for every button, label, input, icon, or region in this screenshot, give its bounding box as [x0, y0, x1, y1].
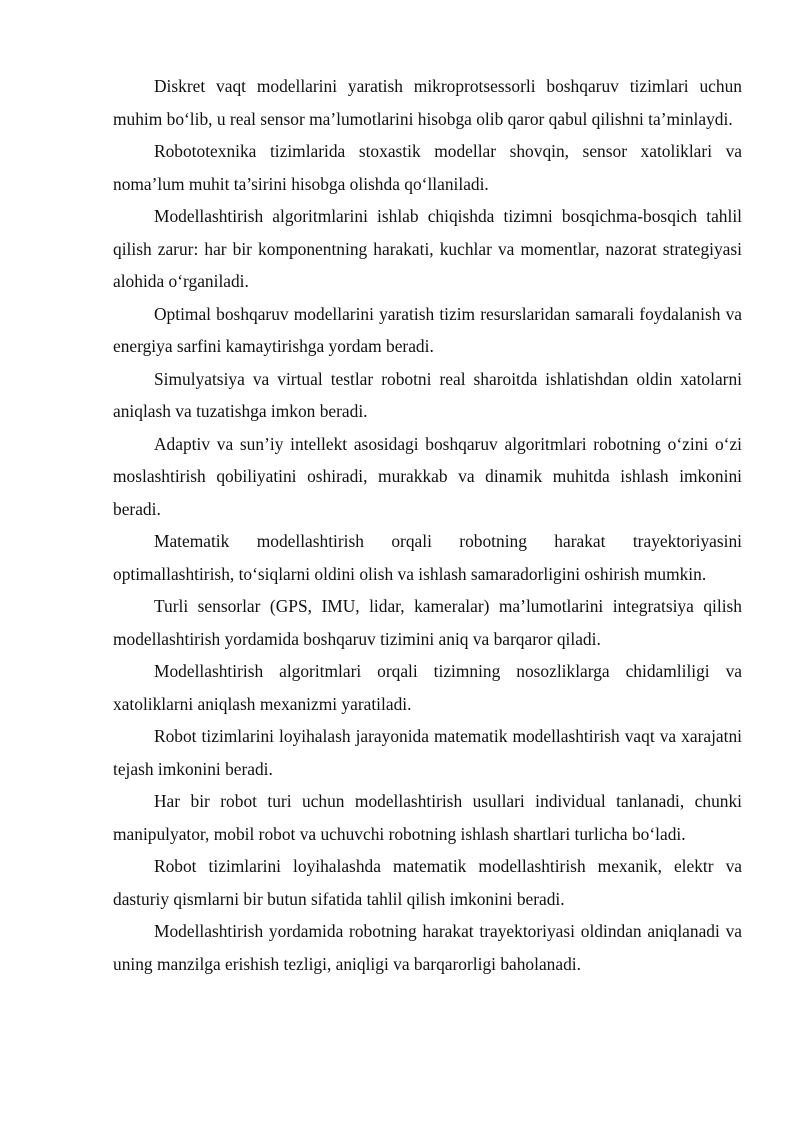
paragraph: Diskret vaqt modellarini yaratish mikroprotsessorli boshqaruv tizimlari uchun muhim bo‘lib, u real sensor ma’lumotlarini hisobga olib qaror qabul qilishni ta’minlaydi.: [113, 76, 742, 129]
paragraph: Modellashtirish algoritmlari orqali tizimning nosozliklarga chidamliligi va xatoliklarni aniqlash mexanizmi yaratiladi.: [113, 661, 742, 714]
paragraph: Optimal boshqaruv modellarini yaratish tizim resurslaridan samarali foydalanish va energiya sarfini kamaytirishga yordam beradi.: [113, 303, 742, 356]
paragraph: Simulyatsiya va virtual testlar robotni real sharoitda ishlatishdan oldin xatolarni aniqlash va tuzatishga imkon beradi.: [113, 368, 742, 421]
paragraph: Modellashtirish yordamida robotning harakat trayektoriyasi oldindan aniqlanadi va uning manzilga erishish tezligi, aniqligi va barqarorligi baholanadi.: [113, 921, 742, 974]
paragraph: Robototexnika tizimlarida stoxastik modellar shovqin, sensor xatoliklari va noma’lum muhit ta’sirini hisobga olishda qo‘llaniladi.: [113, 141, 742, 194]
paragraph: Robot tizimlarini loyihalash jarayonida matematik modellashtirish vaqt va xarajatni tejash imkonini beradi.: [113, 726, 742, 779]
paragraph: Adaptiv va sun’iy intellekt asosidagi boshqaruv algoritmlari robotning o‘zini o‘zi moslashtirish qobiliyatini oshiradi, murakkab va dinamik muhitda ishlash imkonini beradi.: [113, 433, 742, 519]
paragraph: Matematik modellashtirish orqali robotning harakat trayektoriyasini optimallashtirish, to‘siqlarni oldini olish va ishlash samaradorligini oshirish mumkin.: [113, 531, 742, 584]
paragraph: Har bir robot turi uchun modellashtirish usullari individual tanlanadi, chunki manipulyator, mobil robot va uchuvchi robotning ishlash shartlari turlicha bo‘ladi.: [113, 791, 742, 844]
document-body: [113, 70, 742, 980]
paragraph: Turli sensorlar (GPS, IMU, lidar, kameralar) ma’lumotlarini integratsiya qilish modellashtirish yordamida boshqaruv tizimini aniq va barqaror qiladi.: [113, 596, 742, 649]
paragraph: Modellashtirish algoritmlarini ishlab chiqishda tizimni bosqichma-bosqich tahlil qilish zarur: har bir komponentning harakati, kuchlar va momentlar, nazorat strategiyasi alohida o‘rganiladi.: [113, 206, 742, 291]
paragraph: Robot tizimlarini loyihalashda matematik modellashtirish mexanik, elektr va dasturiy qismlarni bir butun sifatida tahlil qilish imkonini beradi.: [113, 856, 742, 909]
